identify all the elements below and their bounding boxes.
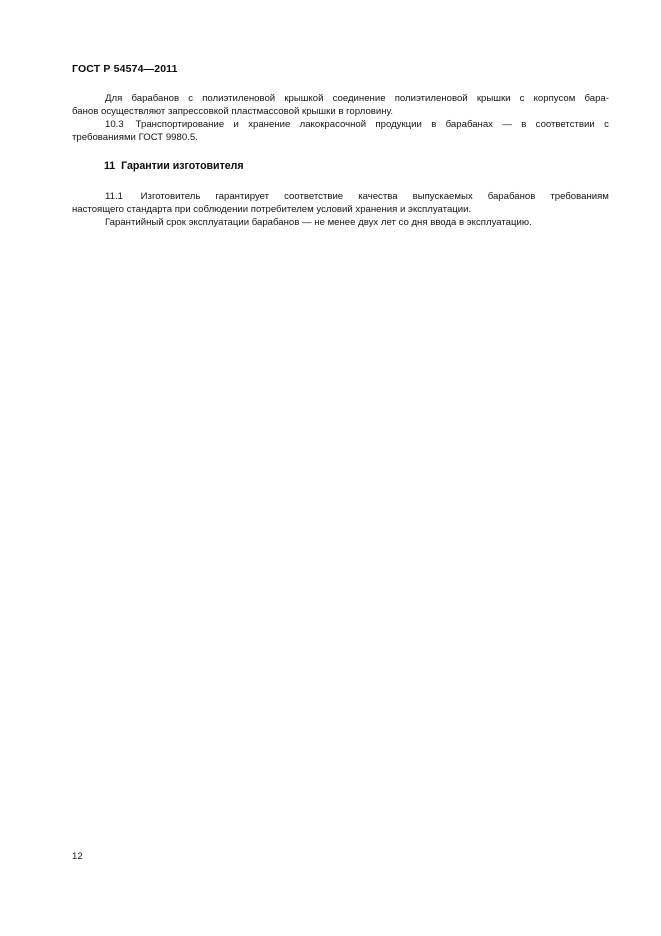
body-text-block-lower	[72, 190, 609, 229]
line-word: лакокрасочной	[299, 119, 367, 131]
clause-11-1	[72, 190, 609, 216]
text-line	[72, 92, 609, 105]
line-word: соответствии	[535, 119, 595, 131]
line-word: продукции	[375, 119, 422, 131]
line-word: Изготовитель	[138, 191, 201, 202]
line-word: с	[519, 93, 525, 104]
line-word: соответствие	[284, 191, 344, 202]
text-line: банов осуществляют запрессовкой пластмассовой крышки в горловину.	[72, 106, 394, 118]
clause-number: 11.1	[105, 191, 123, 202]
line-word: качества	[358, 191, 398, 202]
body-text-block-upper	[72, 92, 609, 144]
section-heading-11: 11 Гарантии изготовителя	[104, 160, 244, 172]
line-word: Для	[105, 93, 123, 104]
text-line	[72, 118, 609, 131]
line-word: барабанах	[445, 119, 493, 131]
running-header-standard-number: ГОСТ Р 54574—2011	[72, 63, 178, 75]
line-word: требованиям	[550, 191, 609, 202]
line-word: барабанов	[487, 191, 536, 202]
line-word: крышкой	[284, 93, 324, 104]
paragraph-10-2-continuation	[72, 92, 609, 118]
line-word: выпускаемых	[412, 191, 473, 202]
line-word: крышки	[476, 93, 511, 104]
line-word: полиэтиленовой	[394, 93, 468, 104]
line-word: полиэтиленовой	[202, 93, 276, 104]
line-word: в	[431, 119, 437, 131]
line-word: с	[188, 93, 194, 104]
line-word: —	[502, 119, 512, 131]
text-line: настоящего стандарта при соблюдении потребителем условий хранения и эксплуатации.	[72, 204, 472, 216]
line-word: с	[604, 119, 609, 131]
line-word: в	[521, 119, 527, 131]
line-word: бара-	[584, 93, 609, 104]
line-word: Транспортирование	[133, 119, 225, 131]
line-word: барабанов	[131, 93, 180, 104]
clause-number: 10.3	[105, 119, 124, 131]
text-line: Гарантийный срок эксплуатации барабанов — не менее двух лет со дня ввода в эксплуатацию.	[105, 217, 532, 229]
line-word: соединение	[332, 93, 386, 104]
paragraph-warranty-term	[72, 216, 609, 229]
line-word: корпусом	[533, 93, 576, 104]
line-word: хранение	[248, 119, 291, 131]
text-line	[72, 190, 609, 203]
text-line: требованиями ГОСТ 9980.5.	[72, 132, 198, 144]
line-word: гарантирует	[215, 191, 270, 202]
clause-10-3	[72, 118, 609, 144]
line-word: и	[233, 119, 239, 131]
page-number: 12	[72, 851, 83, 862]
